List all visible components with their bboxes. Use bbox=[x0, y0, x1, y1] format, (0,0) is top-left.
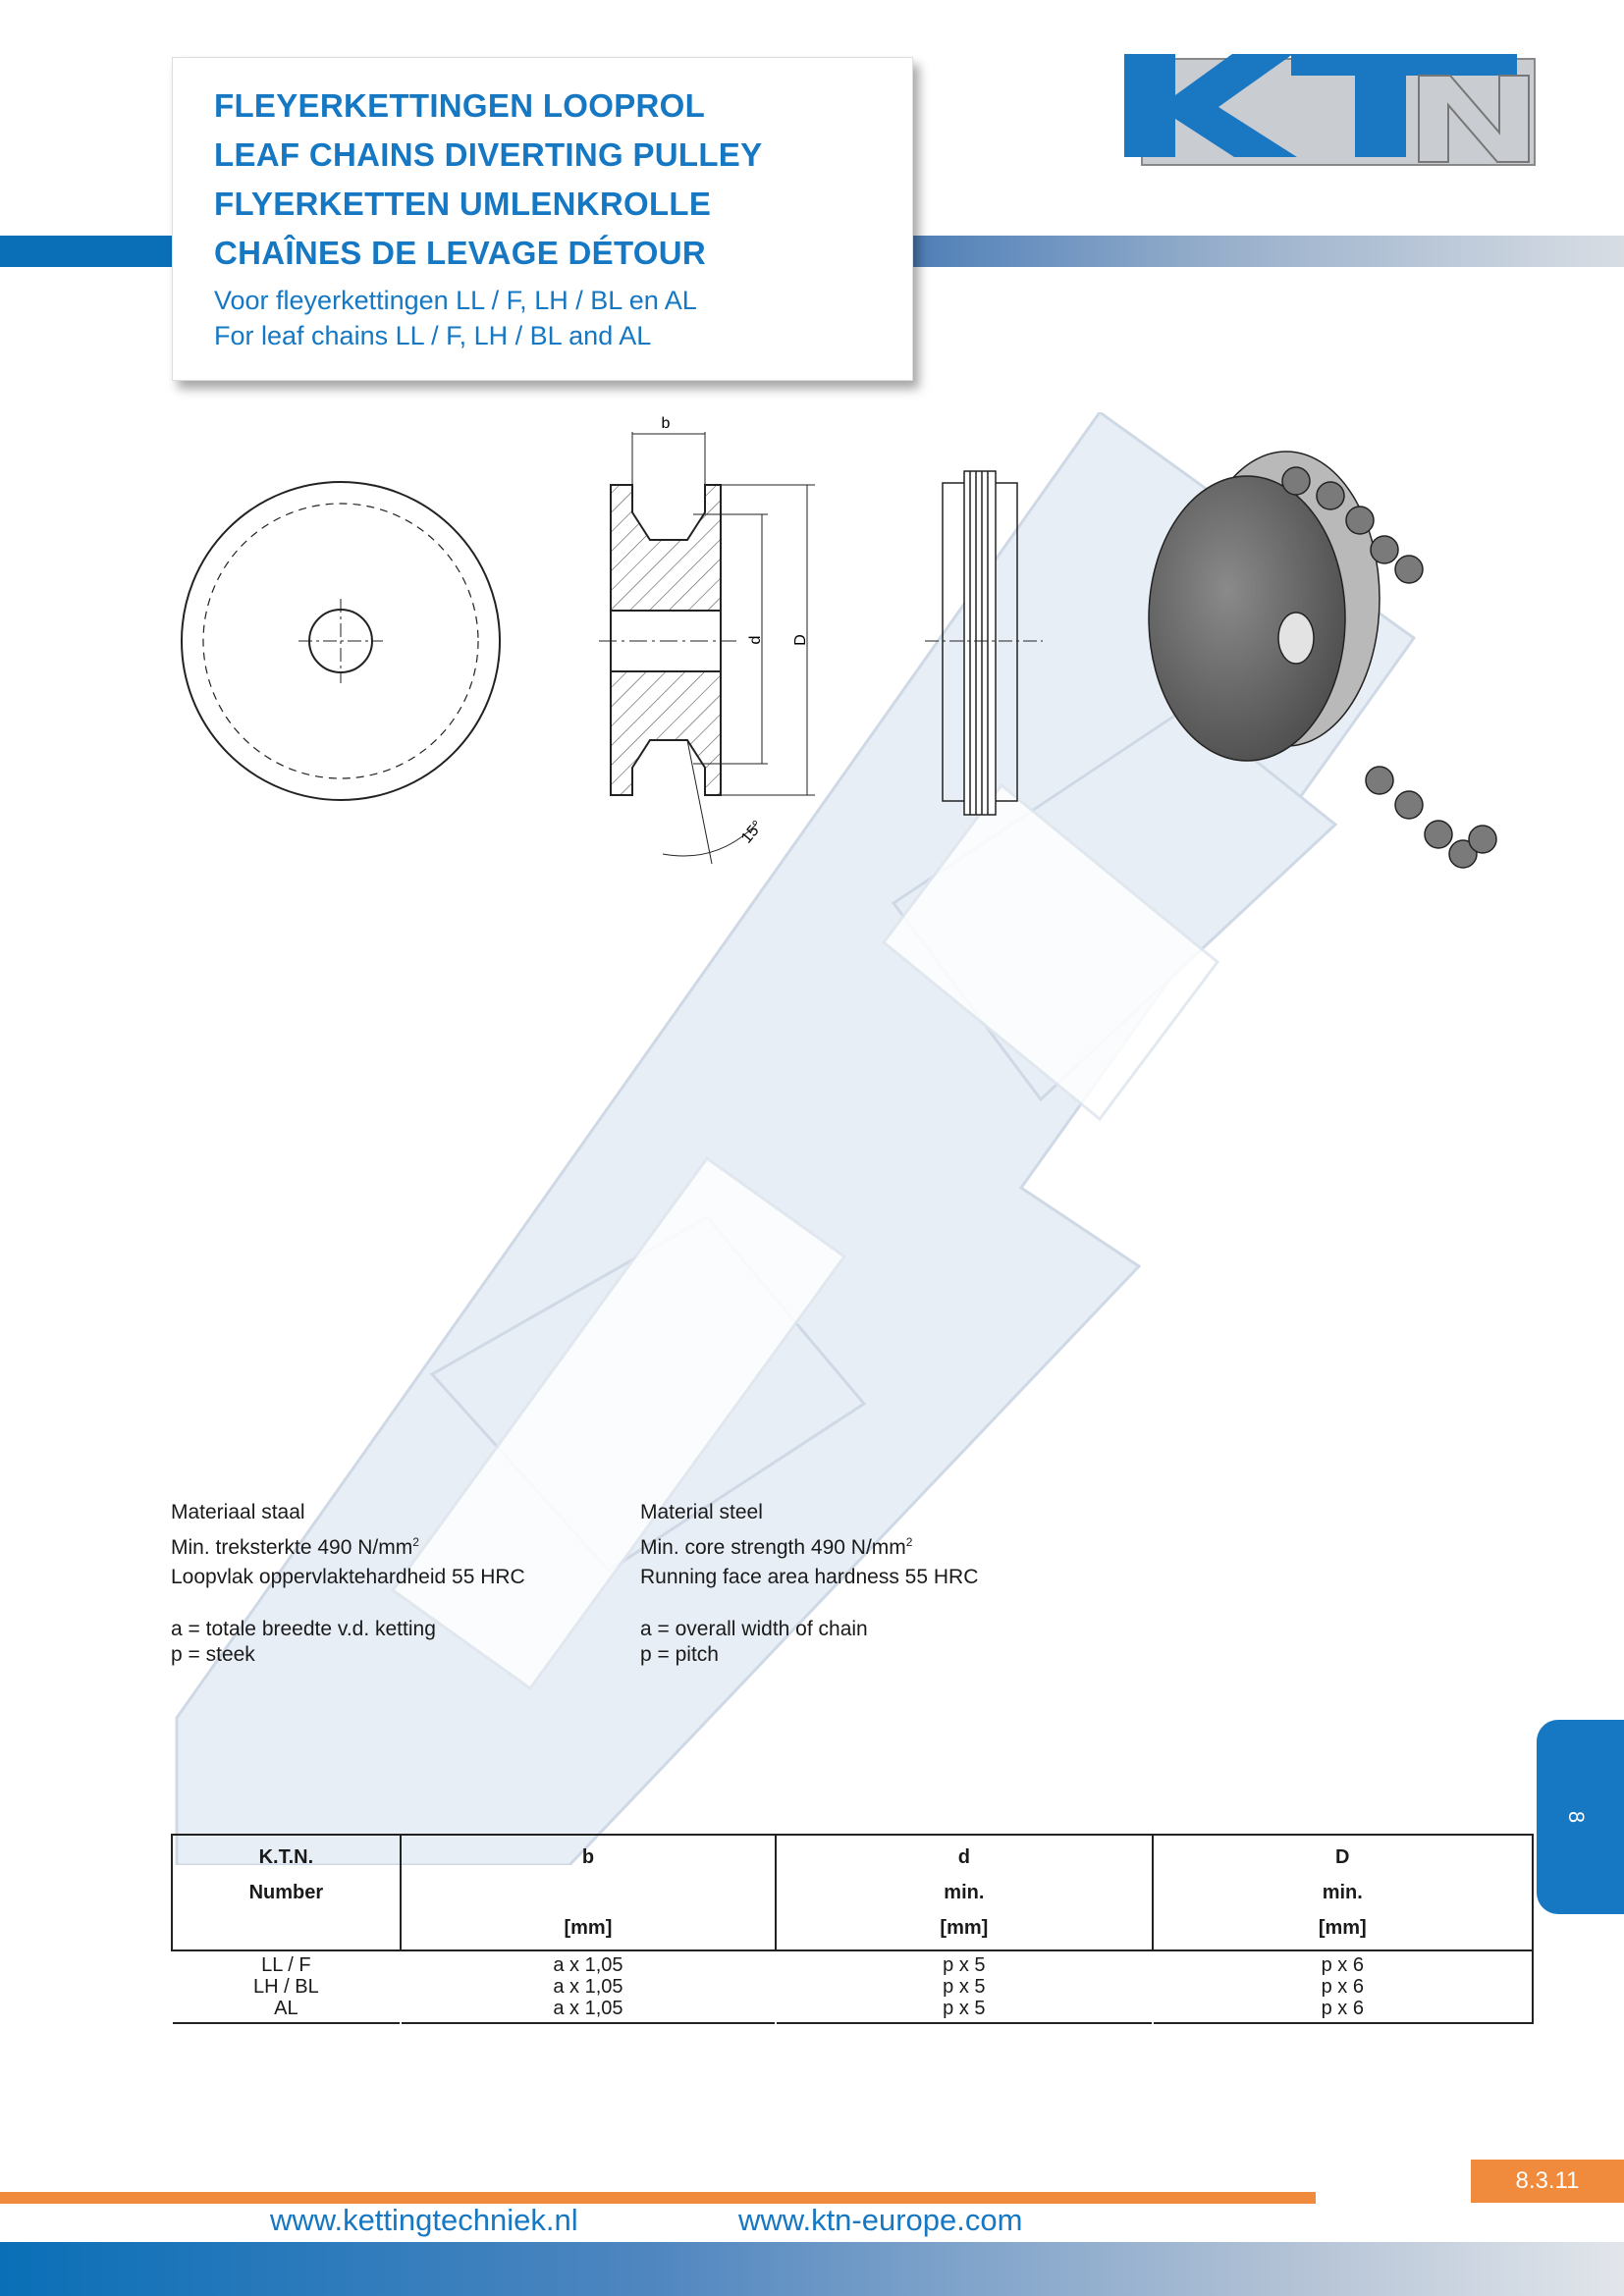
title-box bbox=[172, 57, 913, 381]
table-row: AL a x 1,05 p x 5 p x 6 bbox=[274, 1998, 1364, 2019]
pulley-3d-render bbox=[1149, 452, 1496, 868]
material-nl bbox=[171, 1498, 525, 1670]
spec-table bbox=[171, 1834, 1534, 2024]
footer-orange-line bbox=[0, 2192, 1316, 2204]
title-de: FLYERKETTEN UMLENKROLLE bbox=[214, 186, 712, 222]
label-b: b bbox=[661, 415, 671, 432]
material-nl-4: a = totale breedte v.d. ketting bbox=[171, 1618, 436, 1640]
col-ktn-number: K.T.N. Number bbox=[172, 1835, 401, 1950]
subtitle-en: For leaf chains LL / F, LH / BL and AL bbox=[214, 321, 652, 350]
material-nl-2: Min. treksterkte 490 $N/mm^2$ bbox=[171, 1535, 419, 1559]
material-nl-1: Materiaal staal bbox=[171, 1501, 305, 1523]
material-nl-5: p = steek bbox=[171, 1643, 255, 1666]
col-D: D min. [mm] bbox=[1153, 1835, 1533, 1950]
material-en-3: Running face area hardness 55 HRC bbox=[640, 1566, 979, 1588]
header-bar-left bbox=[0, 236, 177, 267]
ktn-logo bbox=[1124, 54, 1537, 167]
label-D: D bbox=[792, 634, 809, 646]
front-view bbox=[182, 482, 500, 800]
title-fr: CHAÎNES DE LEVAGE DÉTOUR bbox=[214, 235, 707, 271]
col-b: b [mm] bbox=[401, 1835, 776, 1950]
col-d: d min. [mm] bbox=[776, 1835, 1152, 1950]
material-en-5: p = pitch bbox=[640, 1643, 719, 1666]
header-bar-right bbox=[913, 236, 1624, 267]
label-angle: 15° bbox=[738, 818, 767, 847]
label-d: d bbox=[747, 635, 764, 645]
page-number: 8.3.11 bbox=[1471, 2160, 1624, 2203]
footer-link-kettingtechniek[interactable]: www.kettingtechniek.nl bbox=[270, 2203, 578, 2237]
footer-bar bbox=[0, 2242, 1624, 2296]
material-en bbox=[640, 1498, 978, 1670]
chapter-tab-label: 8 bbox=[1564, 1810, 1590, 1824]
material-nl-3: Loopvlak oppervlaktehardheid 55 HRC bbox=[171, 1566, 525, 1588]
title-nl: FLEYERKETTINGEN LOOPROL bbox=[214, 87, 706, 124]
material-en-4: a = overall width of chain bbox=[640, 1618, 868, 1640]
table-row: LL / F a x 1,05 p x 5 p x 6 bbox=[261, 1954, 1364, 1976]
side-view bbox=[925, 471, 1043, 815]
pulley-drawings bbox=[167, 393, 1581, 913]
material-en-1: Material steel bbox=[640, 1501, 763, 1523]
material-en-2: Min. core strength 490 $N/mm^2$ bbox=[640, 1535, 913, 1559]
chapter-tab bbox=[1537, 1720, 1624, 1914]
section-view bbox=[599, 432, 815, 864]
subtitle-nl: Voor fleyerkettingen LL / F, LH / BL en AL bbox=[214, 286, 697, 315]
footer-link-ktn-europe[interactable]: www.ktn-europe.com bbox=[738, 2203, 1023, 2237]
table-row: LH / BL a x 1,05 p x 5 p x 6 bbox=[253, 1976, 1364, 1998]
title-en: LEAF CHAINS DIVERTING PULLEY bbox=[214, 136, 763, 173]
